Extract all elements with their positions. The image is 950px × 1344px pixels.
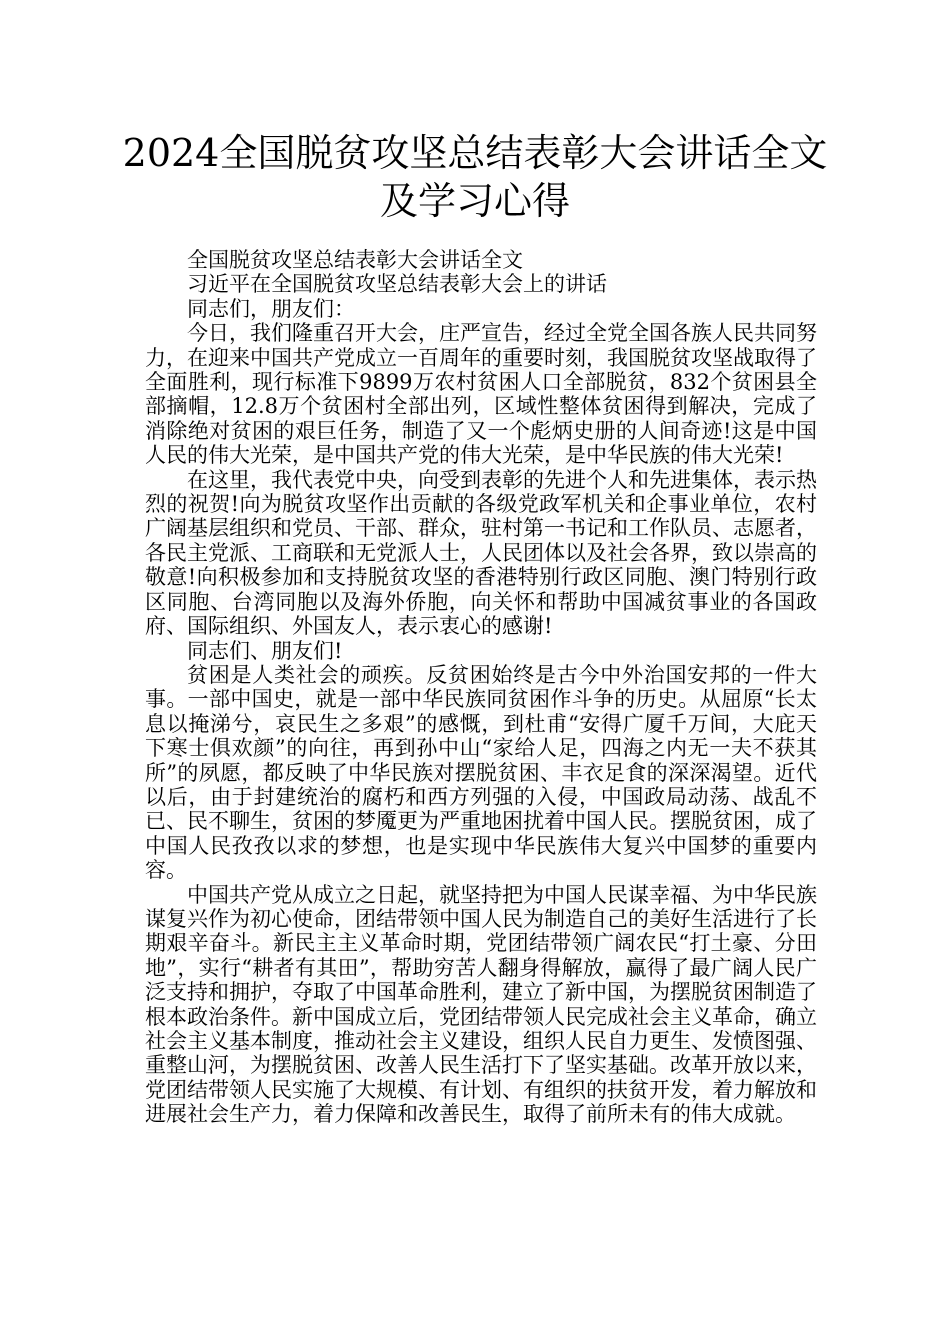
paragraph: 中国共产党从成立之日起，就坚持把为中国人民谋幸福、为中华民族谋复兴作为初心使命，团结带领中国人民为制造自己的美好生活进行了长期艰辛奋斗。新民主主义革命时期，党团结带领广阔农民“打土豪、分田地”，实行“耕者有其田”，帮助穷苦人翻身得解放，赢得了最广阔人民广泛支持和拥护，夺取了中国革命胜利，建立了新中国，为摆脱贫困制造了根本政治条件。新中国成立后，党团结带领人民完成社会主义革命，确立社会主义基本制度，推动社会主义建设，组织人民自力更生、发愤图强、重整山河，为摆脱贫困、改善人民生活打下了坚实基础。改革开放以来，党团结带领人民实施了大规模、有计划、有组织的扶贫开发，着力解放和进展社会生产力，着力保障和改善民生，取得了前所未有的伟大成就。 [145, 882, 817, 1127]
document-body [145, 248, 817, 1127]
document-title-line-2: 及学习心得 [379, 179, 570, 223]
paragraph: 在这里，我代表党中央，向受到表彰的先进个人和先进集体，表示热烈的祝贺!向为脱贫攻坚作出贡献的各级党政军机关和企事业单位，农村广阔基层组织和党员、干部、群众，驻村第一书记和工作队员、志愿者，各民主党派、工商联和无党派人士，人民团体以及社会各界，致以崇高的敬意!向积极参加和支持脱贫攻坚的香港特别行政区同胞、澳门特别行政区同胞、台湾同胞以及海外侨胞，向关怀和帮助中国减贫事业的各国政府、国际组织、外国友人，表示衷心的感谢! [145, 467, 817, 639]
section-heading: 全国脱贫攻坚总结表彰大会讲话全文 [187, 248, 523, 272]
paragraph: 贫困是人类社会的顽疾。反贫困始终是古今中外治国安邦的一件大事。一部中国史，就是一部中华民族同贫困作斗争的历史。从屈原“长太息以掩涕兮，哀民生之多艰”的感慨，到杜甫“安得广厦千万间，大庇天下寒士俱欢颜”的向往，再到孙中山“家给人足，四海之内无一夫不获其所”的夙愿，都反映了中华民族对摆脱贫困、丰衣足食的深深渴望。近代以后，由于封建统治的腐朽和西方列强的入侵，中国政局动荡、战乱不已、民不聊生，贫困的梦魇更为严重地困扰着中国人民。摆脱贫困，成了中国人民孜孜以求的梦想，也是实现中华民族伟大复兴中国梦的重要内容。 [145, 662, 817, 883]
document-title-line-1: 2024全国脱贫攻坚总结表彰大会讲话全文 [122, 131, 828, 175]
speech-heading: 习近平在全国脱贫攻坚总结表彰大会上的讲话 [187, 272, 607, 297]
salutation: 同志们，朋友们： [187, 296, 355, 321]
salutation: 同志们、朋友们! [187, 638, 343, 663]
paragraph: 今日，我们隆重召开大会，庄严宣告，经过全党全国各族人民共同努力，在迎来中国共产党成立一百周年的重要时刻，我国脱贫攻坚战取得了全面胜利，现行标准下9899万农村贫困人口全部脱贫，832个贫困县全部摘帽，12.8万个贫困村全部出列，区域性整体贫困得到解决，完成了消除绝对贫困的艰巨任务，制造了又一个彪炳史册的人间奇迹!这是中国人民的伟大光荣，是中国共产党的伟大光荣，是中华民族的伟大光荣! [145, 321, 817, 468]
